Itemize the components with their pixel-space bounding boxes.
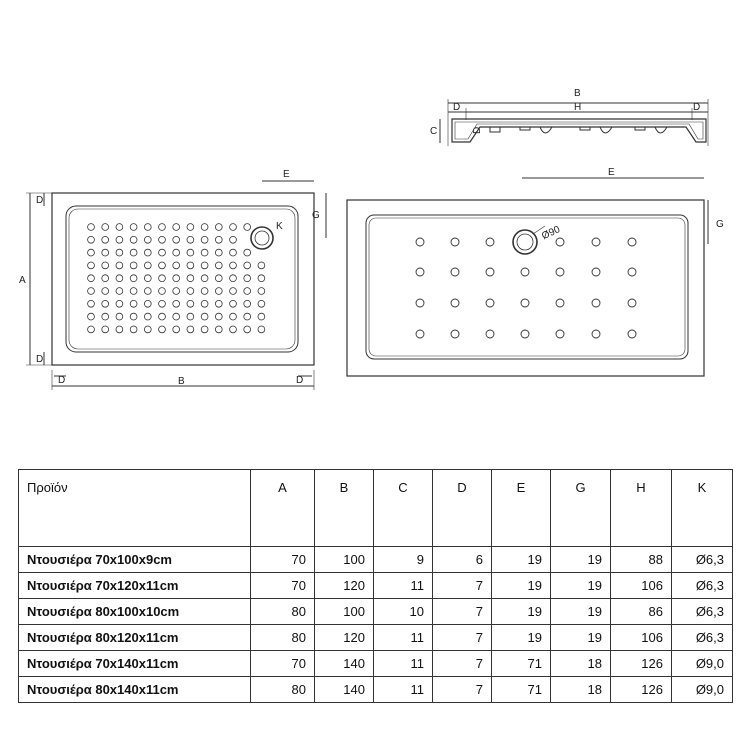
header-H: H (611, 470, 672, 547)
value-C: 11 (374, 677, 433, 703)
value-H: 126 (611, 651, 672, 677)
drain-hole (230, 326, 237, 333)
drain-hole (201, 262, 208, 269)
drain-hole (244, 326, 251, 333)
drain-hole (201, 236, 208, 243)
drain-hole (88, 262, 95, 269)
drain-hole (102, 262, 109, 269)
drain-hole (215, 300, 222, 307)
label-drain-diameter: Ø90 (540, 224, 562, 243)
value-G: 19 (551, 573, 611, 599)
label-G-plan: G (312, 210, 320, 221)
drain-hole (187, 275, 194, 282)
drain-hole (451, 268, 459, 276)
value-A: 80 (251, 677, 315, 703)
drain-hole (159, 300, 166, 307)
drain-hole (230, 313, 237, 320)
drain-hole (230, 224, 237, 231)
value-G: 19 (551, 625, 611, 651)
product-name: Ντουσιέρα 80x120x11cm (19, 625, 251, 651)
value-H: 126 (611, 677, 672, 703)
value-H: 106 (611, 573, 672, 599)
drain-holes-grid (88, 224, 265, 333)
table-row (19, 625, 733, 651)
product-name: Ντουσιέρα 70x140x11cm (19, 651, 251, 677)
drain-hole (102, 326, 109, 333)
drain-hole (201, 224, 208, 231)
right-plan-view (347, 178, 708, 376)
value-A: 80 (251, 599, 315, 625)
drain-hole (88, 275, 95, 282)
drain-hole (159, 236, 166, 243)
drain-hole (201, 249, 208, 256)
value-K: Ø6,3 (672, 599, 733, 625)
drain-hole (215, 249, 222, 256)
drain-hole (159, 288, 166, 295)
drain-hole (173, 236, 180, 243)
drain-hole (230, 300, 237, 307)
drain-hole (556, 299, 564, 307)
drain-hole (173, 288, 180, 295)
drain-hole (592, 299, 600, 307)
drain-hole (116, 300, 123, 307)
label-G-large: G (716, 219, 724, 230)
value-B: 120 (315, 573, 374, 599)
value-E: 19 (492, 547, 551, 573)
drain-hole (486, 238, 494, 246)
value-D: 7 (433, 677, 492, 703)
value-H: 88 (611, 547, 672, 573)
drain-hole (144, 288, 151, 295)
label-E-large: E (608, 167, 615, 178)
header-K: K (672, 470, 733, 547)
value-H: 86 (611, 599, 672, 625)
drain-hole (628, 238, 636, 246)
drain-hole (230, 262, 237, 269)
label-D-side-left: D (453, 102, 461, 113)
drain-hole (592, 238, 600, 246)
drain-hole (187, 300, 194, 307)
drain-hole (521, 330, 529, 338)
value-B: 120 (315, 625, 374, 651)
left-plan-view (26, 181, 326, 390)
drain-hole (486, 330, 494, 338)
drain-holes-grid-large (416, 238, 636, 338)
value-A: 80 (251, 625, 315, 651)
drain-hole (556, 330, 564, 338)
label-B-plan: B (178, 376, 185, 387)
drain-hole (144, 326, 151, 333)
value-C: 10 (374, 599, 433, 625)
value-C: 11 (374, 573, 433, 599)
table-row (19, 573, 733, 599)
drain-hole (244, 288, 251, 295)
product-name: Ντουσιέρα 70x100x9cm (19, 547, 251, 573)
drain-hole (201, 326, 208, 333)
value-B: 100 (315, 599, 374, 625)
header-C: C (374, 470, 433, 547)
drain-hole (159, 275, 166, 282)
drain-hole (116, 288, 123, 295)
value-C: 11 (374, 625, 433, 651)
drain-hole (159, 224, 166, 231)
value-C: 11 (374, 651, 433, 677)
label-A: A (19, 275, 26, 286)
drain-hole (173, 262, 180, 269)
drain-hole (521, 268, 529, 276)
drain-hole (102, 249, 109, 256)
drain-hole (258, 288, 265, 295)
drain-hole (130, 249, 137, 256)
value-E: 71 (492, 651, 551, 677)
value-E: 19 (492, 625, 551, 651)
drain-hole (230, 236, 237, 243)
value-A: 70 (251, 651, 315, 677)
drain-hole (244, 300, 251, 307)
drain-hole (244, 275, 251, 282)
value-B: 140 (315, 651, 374, 677)
drain-hole (416, 268, 424, 276)
drain-hole (451, 299, 459, 307)
header-D: D (433, 470, 492, 547)
product-name: Ντουσιέρα 70x120x11cm (19, 573, 251, 599)
drain-hole (173, 275, 180, 282)
drain-hole (116, 224, 123, 231)
drain-hole (144, 249, 151, 256)
drain-hole (230, 249, 237, 256)
drain-hole (556, 238, 564, 246)
drain-hole (130, 224, 137, 231)
drain-hole (521, 299, 529, 307)
drain-hole (187, 262, 194, 269)
header-product: Προϊόν (19, 470, 251, 547)
drain-hole (486, 268, 494, 276)
drain-hole (187, 288, 194, 295)
label-E-plan: E (283, 169, 290, 180)
product-name: Ντουσιέρα 80x140x11cm (19, 677, 251, 703)
drain-hole (130, 236, 137, 243)
drain-hole (628, 299, 636, 307)
label-D-side-vertical: D (472, 126, 483, 134)
value-D: 7 (433, 573, 492, 599)
drain-hole (130, 262, 137, 269)
value-E: 71 (492, 677, 551, 703)
drain-hole (116, 236, 123, 243)
drain-hole (451, 330, 459, 338)
value-G: 18 (551, 677, 611, 703)
drain-hole (130, 288, 137, 295)
label-D-plan-top: D (36, 195, 44, 206)
label-D-plan-bottom: D (36, 354, 44, 365)
value-E: 19 (492, 573, 551, 599)
value-B: 100 (315, 547, 374, 573)
value-D: 7 (433, 625, 492, 651)
drain-hole (102, 288, 109, 295)
drain-hole (258, 326, 265, 333)
drain-hole (144, 236, 151, 243)
drain-hole (416, 330, 424, 338)
drain-hole (244, 313, 251, 320)
value-K: Ø6,3 (672, 547, 733, 573)
drain-hole (486, 299, 494, 307)
drain-hole (144, 262, 151, 269)
drain-hole (244, 224, 251, 231)
value-G: 18 (551, 651, 611, 677)
value-A: 70 (251, 547, 315, 573)
table-row (19, 677, 733, 703)
drain-hole (258, 300, 265, 307)
drain-hole (130, 275, 137, 282)
drain-hole (173, 224, 180, 231)
drain-hole (187, 313, 194, 320)
drain-hole (88, 313, 95, 320)
label-C-side: C (430, 126, 438, 137)
drain-hole (116, 249, 123, 256)
label-D-side-right: D (693, 102, 701, 113)
drain-hole (116, 313, 123, 320)
drain-hole (201, 300, 208, 307)
header-E: E (492, 470, 551, 547)
drain-hole (215, 288, 222, 295)
drain-hole (173, 313, 180, 320)
value-C: 9 (374, 547, 433, 573)
drain-hole (159, 326, 166, 333)
label-D-plan-left: D (58, 375, 66, 386)
drain-hole (230, 275, 237, 282)
label-B-side: B (574, 88, 581, 99)
drain-hole (144, 313, 151, 320)
drain-hole (201, 275, 208, 282)
value-A: 70 (251, 573, 315, 599)
drain-hole (215, 236, 222, 243)
drain-hole (130, 300, 137, 307)
specifications-table (18, 469, 733, 703)
drain-hole (628, 330, 636, 338)
drain-hole (130, 326, 137, 333)
drain-hole (230, 288, 237, 295)
drain-hole (102, 236, 109, 243)
drain-hole (201, 313, 208, 320)
drain-hole (187, 236, 194, 243)
drain-hole (215, 326, 222, 333)
drain-hole (88, 326, 95, 333)
value-D: 6 (433, 547, 492, 573)
value-K: Ø9,0 (672, 651, 733, 677)
value-G: 19 (551, 547, 611, 573)
label-D-plan-right: D (296, 375, 304, 386)
drain-hole (173, 326, 180, 333)
drain-hole (187, 249, 194, 256)
drain-hole (556, 268, 564, 276)
drain-hole (628, 268, 636, 276)
value-D: 7 (433, 599, 492, 625)
label-H-side: H (574, 102, 582, 113)
drain-hole (130, 313, 137, 320)
header-A: A (251, 470, 315, 547)
value-K: Ø6,3 (672, 573, 733, 599)
value-E: 19 (492, 599, 551, 625)
drain-hole (416, 299, 424, 307)
drain-hole (592, 268, 600, 276)
label-K: K (276, 221, 283, 232)
value-H: 106 (611, 625, 672, 651)
table-row (19, 599, 733, 625)
drain-hole (258, 313, 265, 320)
drain-hole (102, 275, 109, 282)
table-row (19, 547, 733, 573)
table-header-row (19, 470, 733, 547)
drain-hole (144, 224, 151, 231)
value-K: Ø6,3 (672, 625, 733, 651)
drain-hole (88, 288, 95, 295)
header-B: B (315, 470, 374, 547)
drain-hole (201, 288, 208, 295)
drain-hole (592, 330, 600, 338)
drain-hole (215, 224, 222, 231)
drain-hole (215, 262, 222, 269)
value-B: 140 (315, 677, 374, 703)
drain-hole (102, 313, 109, 320)
drain-hole (187, 224, 194, 231)
drain-hole (102, 224, 109, 231)
drain-hole (88, 236, 95, 243)
drain-hole (144, 275, 151, 282)
drain-hole (187, 326, 194, 333)
drain-hole (173, 300, 180, 307)
drain-hole (159, 249, 166, 256)
drain-hole (215, 313, 222, 320)
drain-hole (244, 262, 251, 269)
drain-hole (88, 300, 95, 307)
drain-hole (88, 249, 95, 256)
table-row (19, 651, 733, 677)
product-name: Ντουσιέρα 80x100x10cm (19, 599, 251, 625)
value-G: 19 (551, 599, 611, 625)
header-G: G (551, 470, 611, 547)
drain-hole (116, 275, 123, 282)
drain-hole (116, 326, 123, 333)
drain-hole (244, 249, 251, 256)
drain-hole (102, 300, 109, 307)
drain-hole (215, 275, 222, 282)
drain-hole (144, 300, 151, 307)
drain-hole (88, 224, 95, 231)
drain-hole (116, 262, 123, 269)
drain-hole (258, 275, 265, 282)
drain-hole (159, 262, 166, 269)
drain-hole (451, 238, 459, 246)
drain-hole (173, 249, 180, 256)
value-K: Ø9,0 (672, 677, 733, 703)
value-D: 7 (433, 651, 492, 677)
drain-hole (159, 313, 166, 320)
drain-hole (416, 238, 424, 246)
drain-hole (258, 262, 265, 269)
